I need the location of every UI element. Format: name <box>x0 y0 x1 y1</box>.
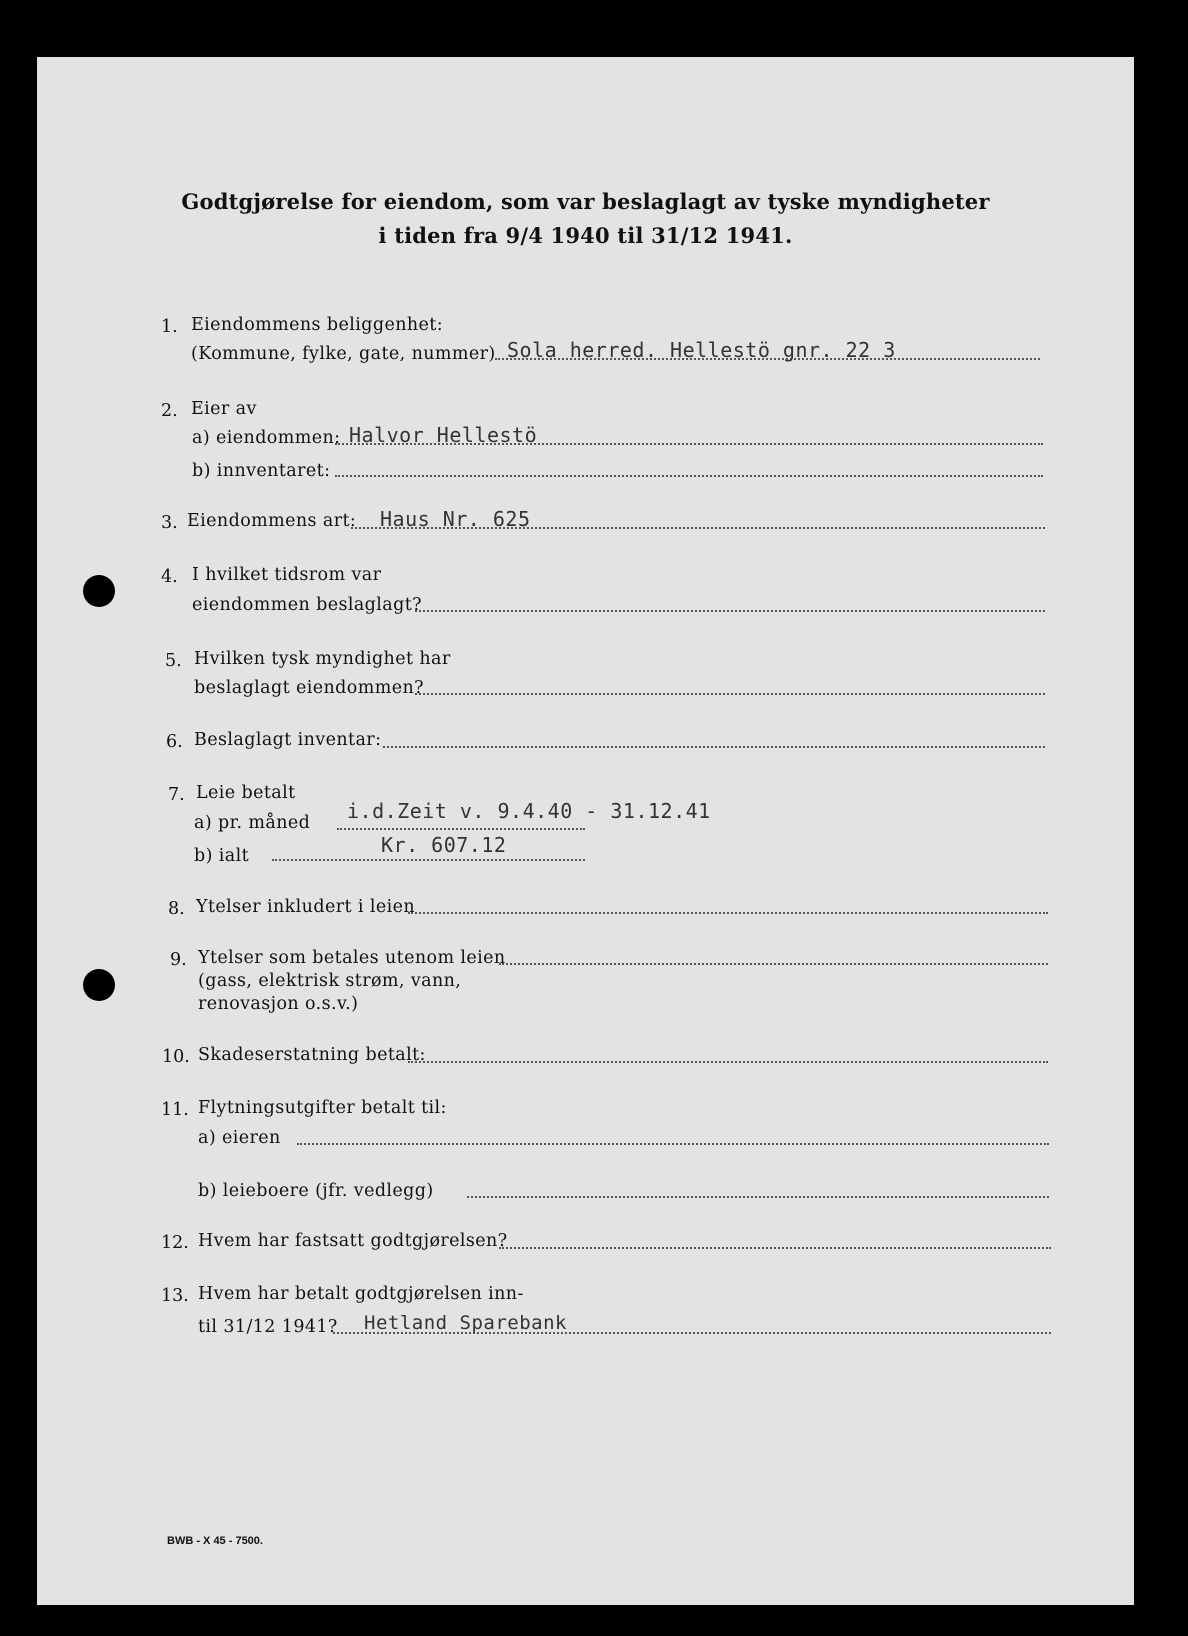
answer-line <box>272 859 585 861</box>
item-label: Hvilken tysk myndighet har <box>194 649 451 669</box>
answer-line <box>499 1247 1051 1249</box>
answer-line <box>499 963 1048 965</box>
item-number: 11. <box>161 1100 189 1120</box>
item-label: Flytningsutgifter betalt til: <box>198 1098 447 1118</box>
form-print-code: BWB - X 45 - 7500. <box>167 1535 263 1547</box>
answer-line <box>383 746 1045 748</box>
item-number: 12. <box>161 1233 189 1253</box>
answer-line <box>337 828 585 830</box>
item-sublabel: (Kommune, fylke, gate, nummer) <box>191 344 496 364</box>
item-number: 4. <box>161 567 178 587</box>
item-number: 13. <box>161 1286 189 1306</box>
answer-rent-total: Kr. 607.12 <box>381 833 507 857</box>
item-label: Leie betalt <box>196 783 296 803</box>
item-label: Hvem har fastsatt godtgjørelsen? <box>198 1231 508 1251</box>
item-sublabel-a: a) eieren <box>198 1128 281 1148</box>
item-sublabel: eiendommen beslaglagt? <box>192 595 422 615</box>
item-sublabel-a: a) eiendommen: <box>192 428 341 448</box>
answer-line <box>335 475 1043 477</box>
item-label: Eiendommens beliggenhet: <box>191 315 444 335</box>
item-number: 1. <box>161 317 178 337</box>
item-number: 6. <box>166 732 183 752</box>
item-label: Eiendommens art: <box>187 511 357 531</box>
item-label: Skadeserstatning betalt: <box>198 1045 426 1065</box>
item-sublabel-b: b) ialt <box>194 846 250 866</box>
item-label: Ytelser som betales utenom leien <box>198 948 506 968</box>
item-number: 8. <box>168 899 185 919</box>
answer-line <box>408 912 1048 914</box>
item-number: 10. <box>162 1047 190 1067</box>
answer-line <box>415 693 1045 695</box>
answer-property-type: Haus Nr. 625 <box>380 507 531 531</box>
answer-line <box>415 610 1045 612</box>
item-label: Ytelser inkludert i leien <box>196 897 416 917</box>
item-label: I hvilket tidsrom var <box>192 565 382 585</box>
form-page <box>37 57 1134 1605</box>
form-title-line-2: i tiden fra 9/4 1940 til 31/12 1941. <box>378 223 793 248</box>
punch-hole-upper <box>83 575 115 607</box>
item-label: Beslaglagt inventar: <box>194 730 382 750</box>
item-sublabel-a: a) pr. måned <box>194 813 311 833</box>
item-number: 3. <box>161 513 178 533</box>
answer-line <box>467 1196 1049 1198</box>
answer-line <box>408 1061 1048 1063</box>
item-label: Eier av <box>191 399 257 419</box>
answer-payer: Hetland Sparebank <box>364 1312 567 1334</box>
item-sublabel-b: b) innventaret: <box>192 461 331 481</box>
answer-location: Sola herred. Hellestö gnr. 22 3 <box>507 338 896 362</box>
item-number: 7. <box>168 785 185 805</box>
punch-hole-lower <box>83 969 115 1001</box>
item-sublabel: beslaglagt eiendommen? <box>194 678 424 698</box>
item-number: 5. <box>165 651 182 671</box>
item-sublabel: renovasjon o.s.v.) <box>198 994 359 1014</box>
item-label: Hvem har betalt godtgjørelsen inn- <box>198 1284 524 1304</box>
item-number: 2. <box>161 401 178 421</box>
item-sublabel-b: b) leieboere (jfr. vedlegg) <box>198 1181 434 1201</box>
item-sublabel: til 31/12 1941? <box>198 1317 338 1337</box>
answer-rent-period: i.d.Zeit v. 9.4.40 - 31.12.41 <box>347 799 711 823</box>
item-sublabel: (gass, elektrisk strøm, vann, <box>198 971 462 991</box>
form-title-line-1: Godtgjørelse for eiendom, som var beslaglagt av tyske myndigheter <box>181 189 990 214</box>
answer-line <box>297 1143 1049 1145</box>
item-number: 9. <box>170 950 187 970</box>
answer-owner: Halvor Hellestö <box>349 423 538 447</box>
